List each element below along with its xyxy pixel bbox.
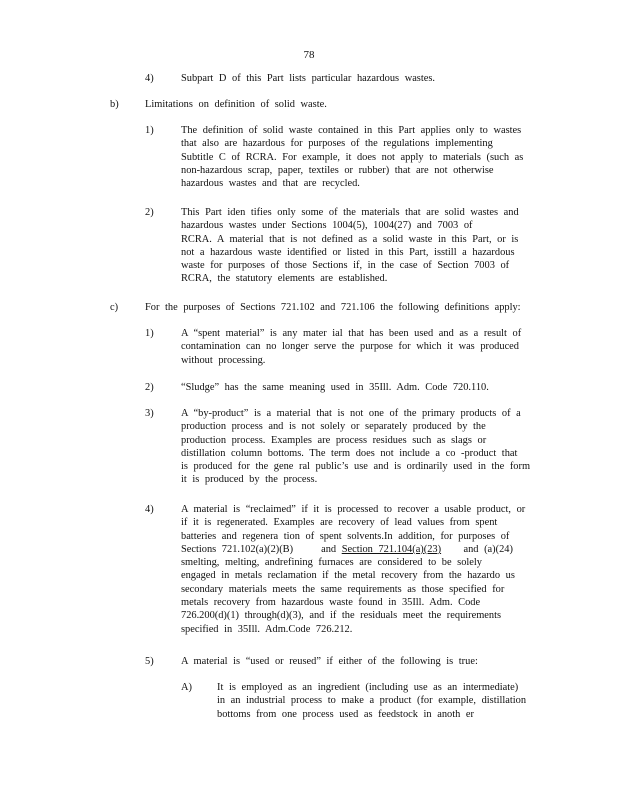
text-line: The definition of solid waste contained in this Part applies only to wastes: [181, 125, 522, 136]
item-c5A-marker: A): [181, 682, 192, 693]
text-line: without processing.: [181, 354, 266, 366]
item-b2-text: [181, 206, 531, 286]
text-line: A material is “reclaimed” if it is processed to recover a usable product, or: [181, 504, 526, 515]
text-line: It is employed as an ingredient (including use as an intermediate): [217, 682, 519, 693]
text-line: bottoms from one process used as feedstock in anoth er: [217, 708, 474, 720]
text-line: is produced for the gene ral public’s use and is ordinarily used in the form: [181, 461, 531, 473]
item-c5A-text: [217, 681, 567, 721]
text-line: secondary materials meets the same requirements as those specified for: [181, 583, 505, 595]
item-b2-marker: 2): [145, 207, 154, 218]
item-b-marker: b): [110, 99, 119, 110]
text-line: production process. Examples are process residues such as slags or: [181, 434, 487, 446]
text-line: Subpart D of this Part lists particular hazardous wastes.: [181, 73, 435, 84]
text-fragment: and: [321, 543, 337, 555]
text-line: smelting, melting, andrefining furnaces are considered to be solely: [181, 557, 482, 569]
section-link[interactable]: Section 721.104(a)(23): [341, 543, 442, 555]
page-number: 78: [303, 49, 315, 61]
item-b-text: [145, 98, 495, 111]
text-line: that also are hazardous for purposes of the regulations implementing: [181, 138, 493, 150]
text-line: production process and is not solely or separately produced by the: [181, 421, 486, 433]
item-c3-text: [181, 407, 531, 487]
text-line: hazardous wastes and that are recycled.: [181, 178, 360, 190]
item-b1-text: [181, 124, 531, 190]
text-line: waste for purposes of those Sections if, in the case of Section 7003 of: [181, 260, 510, 272]
text-line: Limitations on definition of solid waste.: [145, 99, 327, 110]
text-line: RCRA. A material that is not defined as a solid waste in this Part, or is: [181, 233, 519, 245]
text-line: in an industrial process to make a product (for example, distillation: [217, 695, 527, 707]
item-c2-marker: 2): [145, 382, 154, 393]
item-a4-text: [181, 72, 531, 85]
item-c3-marker: 3): [145, 408, 154, 419]
text-line: distillation column bottoms. The term does not include a co -product that: [181, 447, 518, 459]
text-line: metals recovery from hazardous waste found in 35Ill. Adm. Code: [181, 597, 481, 609]
item-c-marker: c): [110, 302, 119, 313]
item-c1-text: [181, 327, 531, 367]
text-line: A material is “used or reused” if either of the following is true:: [181, 656, 478, 667]
item-c-text: [145, 301, 521, 314]
text-line: non-hazardous scrap, paper, textiles or rubber) that are not otherwise: [181, 164, 494, 176]
text-line: A “spent material” is any mater ial that has been used and as a result of: [181, 328, 522, 339]
item-c4-text: [181, 503, 531, 636]
text-line: This Part iden tifies only some of the materials that are solid wastes and: [181, 207, 519, 218]
text-line: contamination can no longer serve the purpose for which it was produced: [181, 341, 519, 353]
item-c4-marker: 4): [145, 504, 154, 515]
item-c5-marker: 5): [145, 656, 154, 667]
item-c5-text: [181, 655, 531, 668]
text-line: specified in 35Ill. Adm.Code 726.212.: [181, 623, 353, 635]
text-line: if it is regenerated. Examples are recovery of lead values from spent: [181, 517, 498, 529]
text-line: hazardous wastes under Sections 1004(5), 1004(27) and 7003 of: [181, 220, 473, 232]
item-a4-marker: 4): [145, 73, 154, 84]
item-c1-marker: 1): [145, 328, 154, 339]
item-c2-text: [181, 381, 531, 394]
text-line: not a hazardous waste identified or listed in this Part, isstill a hazardous: [181, 246, 515, 258]
text-line: A “by-product” is a material that is not one of the primary products of a: [181, 408, 521, 419]
text-line: Subtitle C of RCRA. For example, it does not apply to materials (such as: [181, 151, 524, 163]
text-line: RCRA, the statutory elements are established.: [181, 273, 388, 285]
text-line: Sections 721.102(a)(2)(B): [181, 543, 294, 555]
text-line: 726.200(d)(1) through(d)(3), and if the residuals meet the requirements: [181, 610, 502, 622]
text-line: it is produced by the process.: [181, 474, 318, 486]
text-line: For the purposes of Sections 721.102 and 721.106 the following definitions apply:: [145, 302, 521, 313]
text-line: batteries and regenera tion of spent solvents.In addition, for purposes of: [181, 530, 510, 542]
item-b1-marker: 1): [145, 125, 154, 136]
text-line: engaged in metals reclamation if the metal recovery from the hazardo us: [181, 570, 515, 582]
text-line: “Sludge” has the same meaning used in 35Ill. Adm. Code 720.110.: [181, 382, 489, 393]
text-line-with-link: [181, 543, 531, 556]
text-fragment: and (a)(24): [463, 543, 513, 555]
